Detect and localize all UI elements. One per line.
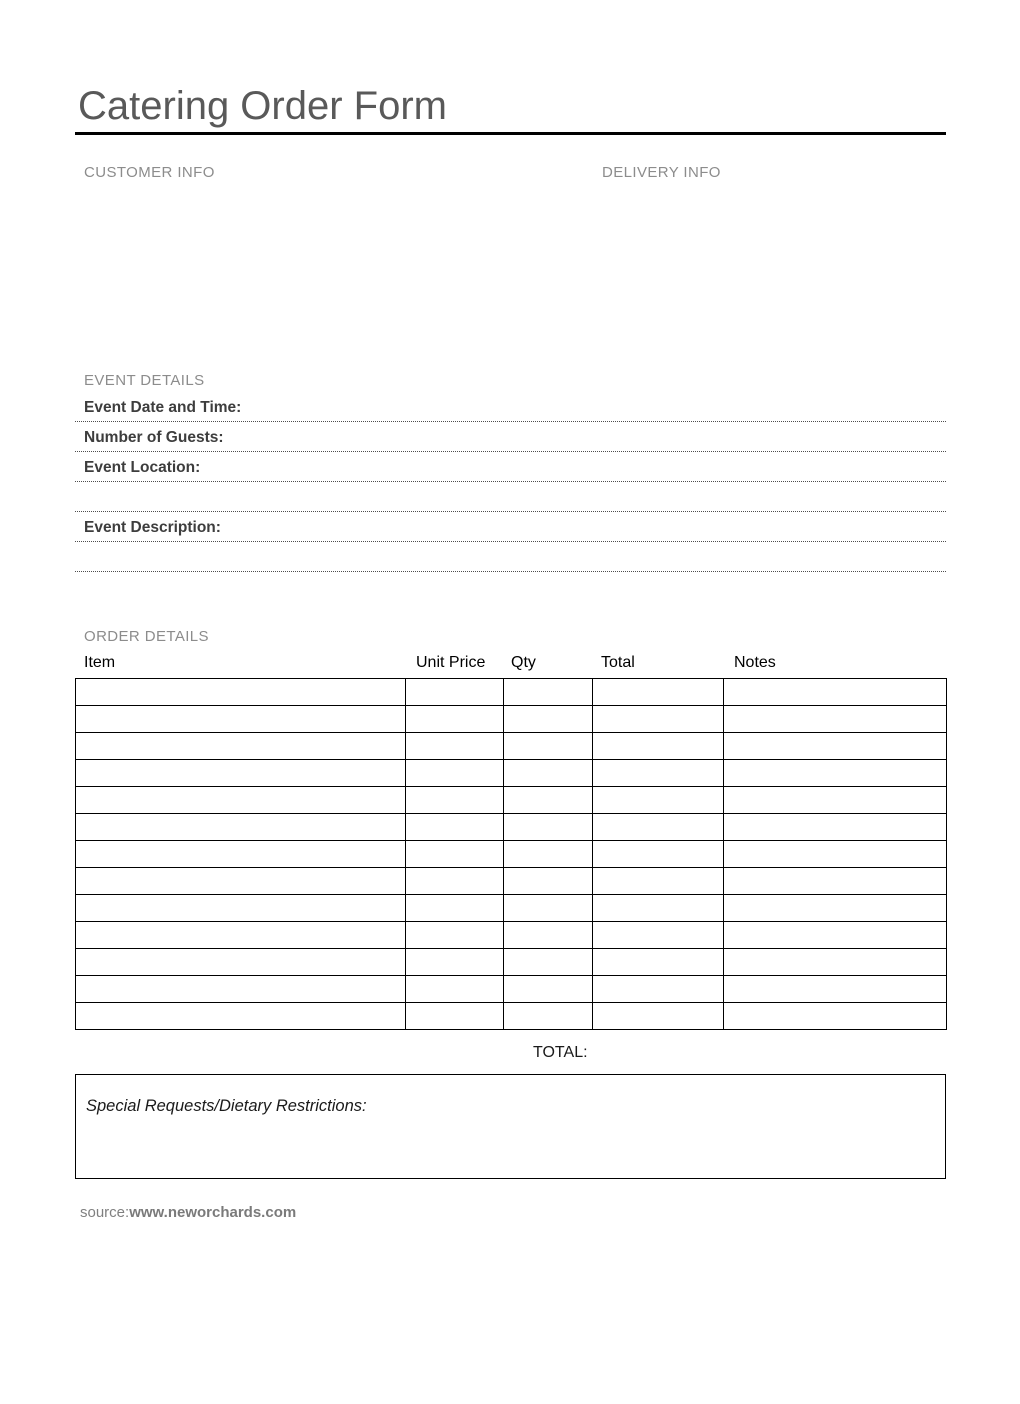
table-cell[interactable] <box>504 921 593 948</box>
table-cell[interactable] <box>406 894 504 921</box>
field-line-event-description[interactable] <box>75 512 946 542</box>
table-cell[interactable] <box>76 975 406 1002</box>
table-row <box>76 867 947 894</box>
page-title: Catering Order Form <box>78 84 447 128</box>
table-cell[interactable] <box>593 975 724 1002</box>
field-line-event-location[interactable] <box>75 452 946 482</box>
special-requests-box[interactable] <box>75 1074 946 1179</box>
table-cell[interactable] <box>504 948 593 975</box>
total-row <box>75 1043 946 1062</box>
title-divider <box>75 132 946 135</box>
table-cell[interactable] <box>593 1002 724 1029</box>
field-label-number-of-guests: Number of Guests: <box>84 429 224 446</box>
source-line <box>80 1204 946 1221</box>
table-cell[interactable] <box>76 921 406 948</box>
table-cell[interactable] <box>76 678 406 705</box>
table-cell[interactable] <box>406 867 504 894</box>
table-cell[interactable] <box>724 1002 947 1029</box>
table-cell[interactable] <box>76 705 406 732</box>
field-label-event-location: Event Location: <box>84 459 201 476</box>
table-cell[interactable] <box>76 840 406 867</box>
table-cell[interactable] <box>504 1002 593 1029</box>
section-label-event-details: EVENT DETAILS <box>84 371 205 389</box>
table-row <box>76 786 947 813</box>
table-cell[interactable] <box>724 786 947 813</box>
table-cell[interactable] <box>406 813 504 840</box>
table-cell[interactable] <box>406 921 504 948</box>
table-cell[interactable] <box>406 759 504 786</box>
table-cell[interactable] <box>724 867 947 894</box>
table-cell[interactable] <box>406 975 504 1002</box>
table-row <box>76 921 947 948</box>
table-row <box>76 705 947 732</box>
table-row <box>76 813 947 840</box>
section-label-customer-info: CUSTOMER INFO <box>84 163 215 181</box>
table-cell[interactable] <box>724 732 947 759</box>
table-cell[interactable] <box>504 732 593 759</box>
table-cell[interactable] <box>504 678 593 705</box>
column-header-unit-price: Unit Price <box>416 654 486 671</box>
table-row <box>76 732 947 759</box>
table-cell[interactable] <box>504 813 593 840</box>
table-cell[interactable] <box>504 867 593 894</box>
field-line-blank-1[interactable] <box>75 482 946 512</box>
table-cell[interactable] <box>406 732 504 759</box>
table-cell[interactable] <box>593 840 724 867</box>
table-cell[interactable] <box>724 948 947 975</box>
table-row <box>76 1002 947 1029</box>
catering-order-form-page <box>75 84 946 1221</box>
column-header-total: Total <box>601 654 635 671</box>
table-cell[interactable] <box>593 705 724 732</box>
table-cell[interactable] <box>593 759 724 786</box>
table-cell[interactable] <box>593 921 724 948</box>
table-cell[interactable] <box>76 867 406 894</box>
table-cell[interactable] <box>724 678 947 705</box>
order-table-body <box>76 678 947 1029</box>
order-table-column-headers <box>75 649 946 678</box>
table-cell[interactable] <box>593 894 724 921</box>
table-cell[interactable] <box>406 840 504 867</box>
table-cell[interactable] <box>504 894 593 921</box>
source-label: source: <box>80 1203 130 1221</box>
source-url: www.neworchards.com <box>129 1203 297 1221</box>
table-cell[interactable] <box>76 948 406 975</box>
section-label-order-details: ORDER DETAILS <box>84 627 209 645</box>
event-details-fields <box>75 392 946 572</box>
table-row <box>76 894 947 921</box>
total-label: TOTAL: <box>533 1043 588 1061</box>
table-cell[interactable] <box>724 975 947 1002</box>
table-cell[interactable] <box>724 894 947 921</box>
table-cell[interactable] <box>724 759 947 786</box>
table-row <box>76 975 947 1002</box>
table-row <box>76 759 947 786</box>
table-cell[interactable] <box>406 786 504 813</box>
table-row <box>76 948 947 975</box>
table-cell[interactable] <box>76 813 406 840</box>
table-cell[interactable] <box>76 759 406 786</box>
column-header-qty: Qty <box>511 654 536 671</box>
table-cell[interactable] <box>724 921 947 948</box>
table-cell[interactable] <box>406 1002 504 1029</box>
table-cell[interactable] <box>593 732 724 759</box>
table-cell[interactable] <box>504 786 593 813</box>
section-label-delivery-info: DELIVERY INFO <box>602 163 721 181</box>
table-cell[interactable] <box>724 705 947 732</box>
table-cell[interactable] <box>593 948 724 975</box>
table-cell[interactable] <box>724 840 947 867</box>
field-label-event-date-time: Event Date and Time: <box>84 399 242 416</box>
column-header-item: Item <box>84 654 116 671</box>
table-cell[interactable] <box>406 948 504 975</box>
table-cell[interactable] <box>76 1002 406 1029</box>
table-cell[interactable] <box>593 786 724 813</box>
table-cell[interactable] <box>76 732 406 759</box>
table-cell[interactable] <box>406 705 504 732</box>
field-label-event-description: Event Description: <box>84 519 221 536</box>
table-cell[interactable] <box>504 759 593 786</box>
column-header-notes: Notes <box>734 654 776 671</box>
field-line-event-date-time[interactable] <box>75 392 946 422</box>
table-cell[interactable] <box>504 705 593 732</box>
table-row <box>76 840 947 867</box>
order-table <box>75 678 947 1030</box>
table-cell[interactable] <box>504 975 593 1002</box>
table-cell[interactable] <box>504 840 593 867</box>
table-cell[interactable] <box>724 813 947 840</box>
field-line-number-of-guests[interactable] <box>75 422 946 452</box>
table-cell[interactable] <box>76 786 406 813</box>
table-cell[interactable] <box>593 813 724 840</box>
table-row <box>76 678 947 705</box>
info-header-row <box>75 164 946 182</box>
field-line-blank-2[interactable] <box>75 542 946 572</box>
special-requests-label: Special Requests/Dietary Restrictions: <box>86 1096 367 1115</box>
table-cell[interactable] <box>406 678 504 705</box>
table-cell[interactable] <box>593 678 724 705</box>
table-cell[interactable] <box>76 894 406 921</box>
table-cell[interactable] <box>593 867 724 894</box>
